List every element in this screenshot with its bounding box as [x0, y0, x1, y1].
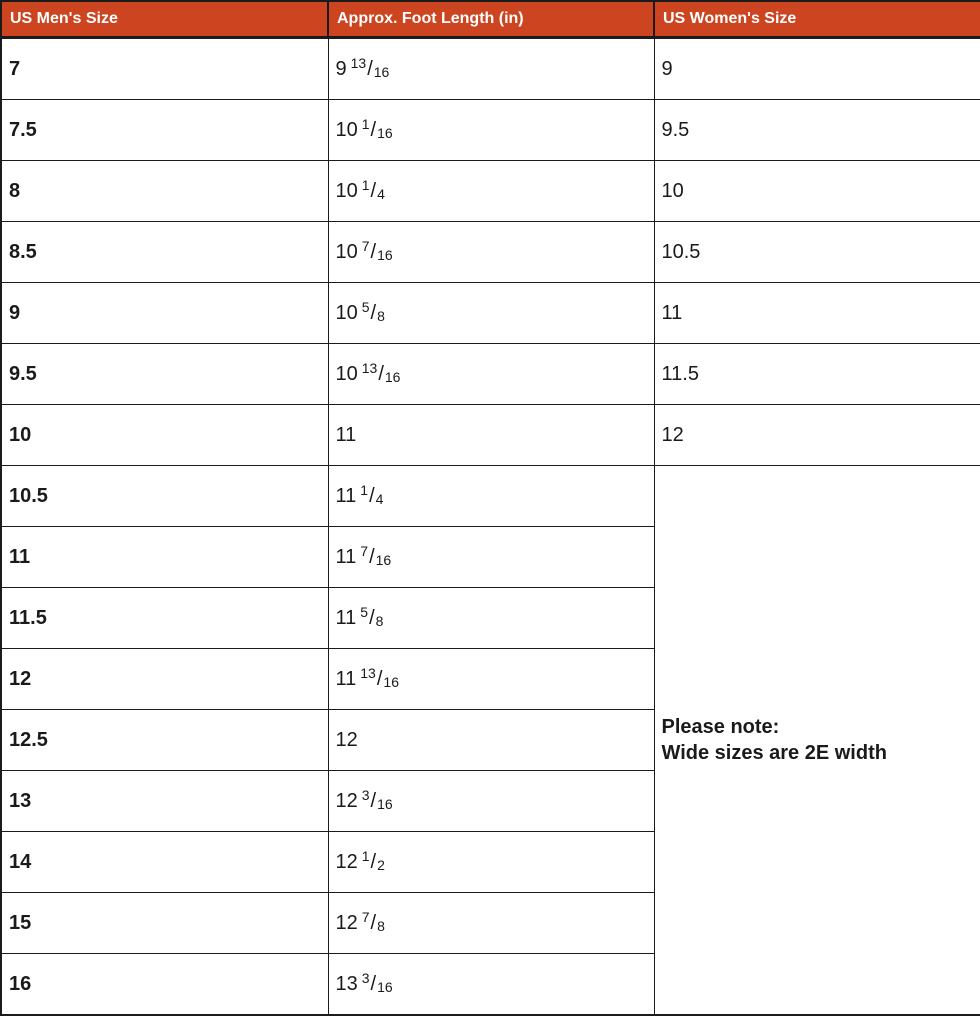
- fraction-slash: /: [367, 58, 373, 80]
- fraction-denominator: 16: [385, 369, 401, 385]
- table-row: [1, 405, 980, 466]
- fraction-numerator: 13: [360, 665, 376, 681]
- foot-length-whole: 12: [336, 912, 358, 935]
- fraction-denominator: 16: [377, 979, 393, 995]
- fraction-numerator: 7: [362, 238, 370, 254]
- cell-womens-size: 12: [654, 405, 980, 466]
- fraction-denominator: 16: [377, 796, 393, 812]
- fraction-slash: /: [377, 668, 383, 690]
- cell-womens-size: 10.5: [654, 222, 980, 283]
- cell-mens-size: 12.5: [1, 710, 328, 771]
- fraction-numerator: 3: [362, 970, 370, 986]
- table-row: [1, 100, 980, 161]
- cell-mens-size: 14: [1, 832, 328, 893]
- fraction-numerator: 13: [362, 360, 378, 376]
- cell-womens-size: 9: [654, 38, 980, 100]
- fraction-denominator: 8: [376, 613, 384, 629]
- cell-mens-size: 11.5: [1, 588, 328, 649]
- fraction-denominator: 16: [377, 125, 393, 141]
- cell-foot-length: [328, 527, 654, 588]
- table-row: [1, 344, 980, 405]
- fraction-denominator: 4: [376, 491, 384, 507]
- fraction-slash: /: [371, 180, 377, 202]
- note-line1: Please note:: [662, 714, 980, 740]
- header-us-womens-size: US Women's Size: [654, 1, 980, 38]
- fraction-denominator: 16: [374, 64, 390, 80]
- table-row: [1, 38, 980, 100]
- cell-womens-size: 10: [654, 161, 980, 222]
- foot-length-whole: 9: [336, 58, 347, 81]
- foot-length-whole: 10: [336, 180, 358, 203]
- cell-foot-length: [328, 588, 654, 649]
- fraction-numerator: 13: [351, 55, 367, 71]
- cell-womens-size: 9.5: [654, 100, 980, 161]
- table-row: [1, 283, 980, 344]
- foot-length-fraction: [362, 790, 393, 812]
- foot-length-fraction: [362, 119, 393, 141]
- cell-womens-size: 11: [654, 283, 980, 344]
- cell-mens-size: 13: [1, 771, 328, 832]
- fraction-slash: /: [371, 912, 377, 934]
- cell-mens-size: 7: [1, 38, 328, 100]
- foot-length-whole: 10: [336, 241, 358, 264]
- foot-length-fraction: [360, 546, 391, 568]
- cell-foot-length: [328, 100, 654, 161]
- cell-mens-size: 9: [1, 283, 328, 344]
- header-us-mens-size: US Men's Size: [1, 1, 328, 38]
- cell-foot-length: [328, 38, 654, 100]
- foot-length-whole: 13: [336, 973, 358, 996]
- fraction-denominator: 8: [377, 308, 385, 324]
- fraction-slash: /: [371, 790, 377, 812]
- fraction-numerator: 5: [360, 604, 368, 620]
- cell-womens-size: 11.5: [654, 344, 980, 405]
- foot-length-fraction: [362, 363, 401, 385]
- cell-foot-length: [328, 283, 654, 344]
- cell-foot-length: [328, 649, 654, 710]
- cell-foot-length: [328, 710, 654, 771]
- foot-length-whole: 11: [336, 424, 357, 447]
- fraction-numerator: 1: [362, 848, 370, 864]
- fraction-slash: /: [371, 851, 377, 873]
- fraction-numerator: 3: [362, 787, 370, 803]
- size-chart-header: [1, 1, 980, 38]
- fraction-denominator: 2: [377, 857, 385, 873]
- header-row: [1, 1, 980, 38]
- foot-length-whole: 12: [336, 790, 358, 813]
- fraction-denominator: 16: [377, 247, 393, 263]
- cell-mens-size: 9.5: [1, 344, 328, 405]
- foot-length-whole: 11: [336, 485, 357, 508]
- cell-mens-size: 10: [1, 405, 328, 466]
- foot-length-fraction: [360, 607, 383, 629]
- foot-length-whole: 12: [336, 851, 358, 874]
- fraction-denominator: 16: [383, 674, 399, 690]
- table-row: [1, 222, 980, 283]
- fraction-denominator: 8: [377, 918, 385, 934]
- foot-length-fraction: [360, 485, 383, 507]
- fraction-numerator: 1: [360, 482, 368, 498]
- fraction-numerator: 5: [362, 299, 370, 315]
- header-foot-length: Approx. Foot Length (in): [328, 1, 654, 38]
- fraction-denominator: 4: [377, 186, 385, 202]
- fraction-numerator: 1: [362, 177, 370, 193]
- foot-length-whole: 10: [336, 302, 358, 325]
- foot-length-whole: 10: [336, 119, 358, 142]
- foot-length-fraction: [362, 973, 393, 995]
- foot-length-whole: 11: [336, 546, 357, 569]
- cell-foot-length: [328, 344, 654, 405]
- foot-length-whole: 11: [336, 607, 357, 630]
- fraction-slash: /: [378, 363, 384, 385]
- foot-length-whole: 11: [336, 668, 357, 691]
- fraction-slash: /: [369, 607, 375, 629]
- foot-length-fraction: [362, 302, 385, 324]
- table-row: [1, 466, 980, 527]
- cell-mens-size: 16: [1, 954, 328, 1016]
- cell-note-merged: [654, 466, 980, 1016]
- fraction-slash: /: [371, 302, 377, 324]
- cell-foot-length: [328, 771, 654, 832]
- fraction-slash: /: [371, 973, 377, 995]
- cell-mens-size: 10.5: [1, 466, 328, 527]
- cell-mens-size: 8: [1, 161, 328, 222]
- cell-mens-size: 12: [1, 649, 328, 710]
- cell-foot-length: [328, 832, 654, 893]
- fraction-slash: /: [369, 546, 375, 568]
- foot-length-fraction: [362, 180, 385, 202]
- foot-length-fraction: [351, 58, 390, 80]
- foot-length-fraction: [360, 668, 399, 690]
- cell-foot-length: [328, 222, 654, 283]
- cell-foot-length: [328, 466, 654, 527]
- cell-foot-length: [328, 405, 654, 466]
- cell-foot-length: [328, 161, 654, 222]
- fraction-numerator: 7: [362, 909, 370, 925]
- fraction-denominator: 16: [376, 552, 392, 568]
- foot-length-whole: 12: [336, 729, 358, 752]
- foot-length-fraction: [362, 241, 393, 263]
- foot-length-fraction: [362, 912, 385, 934]
- cell-foot-length: [328, 954, 654, 1016]
- foot-length-fraction: [362, 851, 385, 873]
- size-table-body: [1, 38, 980, 1016]
- cell-foot-length: [328, 893, 654, 954]
- cell-mens-size: 8.5: [1, 222, 328, 283]
- fraction-slash: /: [371, 119, 377, 141]
- cell-mens-size: 7.5: [1, 100, 328, 161]
- cell-mens-size: 15: [1, 893, 328, 954]
- cell-mens-size: 11: [1, 527, 328, 588]
- fraction-numerator: 7: [360, 543, 368, 559]
- table-row: [1, 161, 980, 222]
- fraction-slash: /: [371, 241, 377, 263]
- fraction-numerator: 1: [362, 116, 370, 132]
- fraction-slash: /: [369, 485, 375, 507]
- note-line2: Wide sizes are 2E width: [662, 740, 980, 766]
- foot-length-whole: 10: [336, 363, 358, 386]
